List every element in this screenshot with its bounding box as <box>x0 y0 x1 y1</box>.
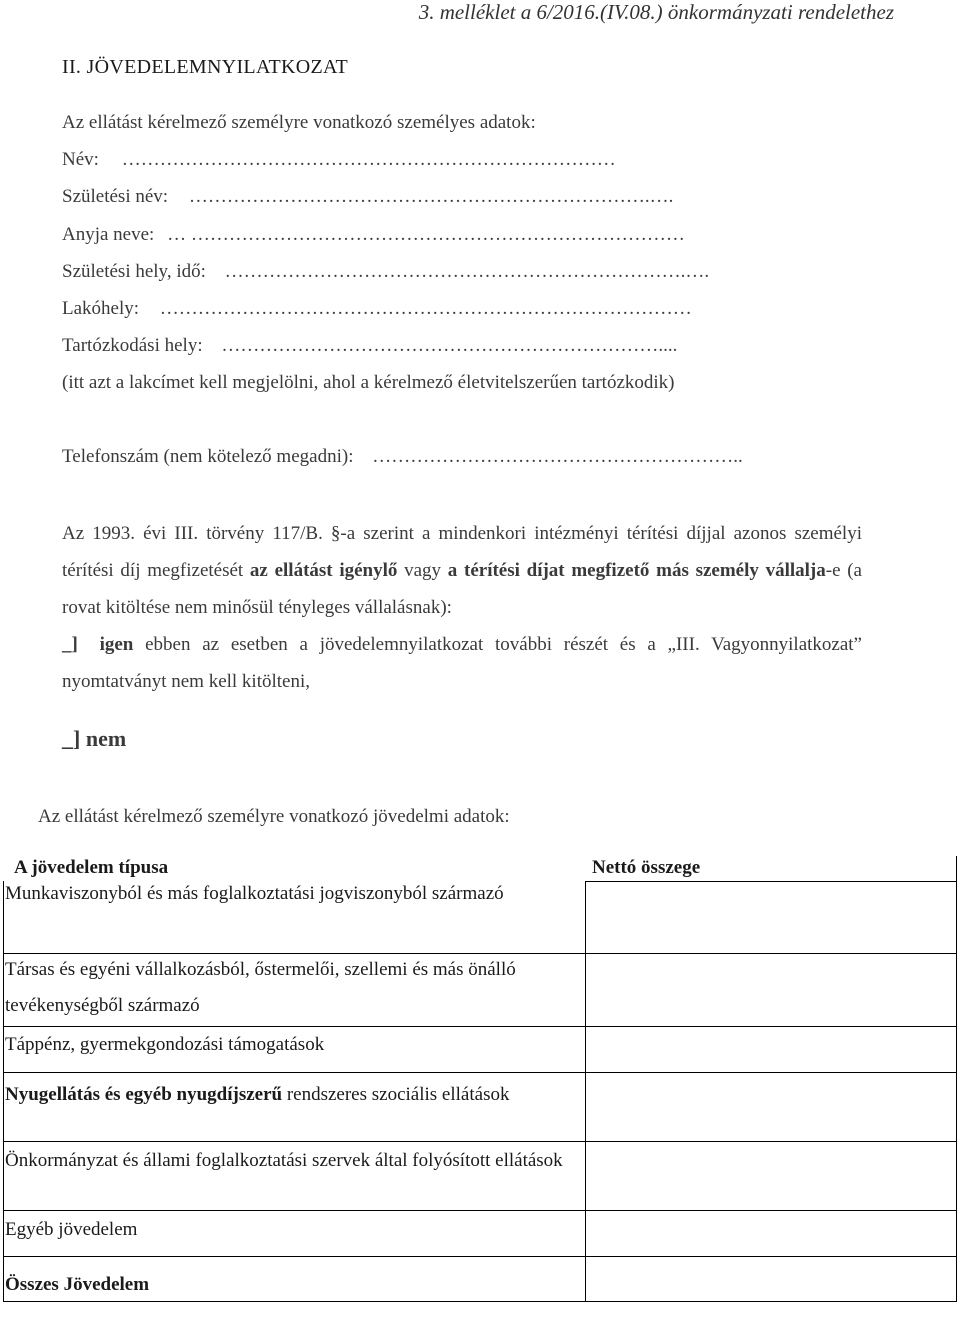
option-no-checkbox[interactable]: _] <box>62 726 81 751</box>
name-field[interactable] <box>62 149 616 171</box>
phone-field[interactable] <box>62 446 743 468</box>
net-amount-input-total[interactable] <box>586 1257 956 1300</box>
residence-label: Lakóhely: <box>62 298 140 319</box>
section-title: II. JÖVEDELEMNYILATKOZAT <box>62 56 349 78</box>
table-border-right <box>956 856 957 1302</box>
birth-name-field[interactable] <box>62 186 673 208</box>
table-border-left <box>3 881 4 1302</box>
declaration-text-2: vagy <box>397 560 448 581</box>
option-yes-text: ebben az esetben a jövedelemnyilatkozat további részét és a „III. Vagyonnyilatkozat” nyomtatványt nem kell kitölteni, <box>62 634 862 692</box>
stay-place-field[interactable] <box>62 335 677 357</box>
stay-place-fill: …………………………………………………………….... <box>221 335 678 356</box>
net-amount-input-other[interactable] <box>586 1211 956 1255</box>
net-amount-input-sick-pay[interactable] <box>586 1027 956 1071</box>
personal-intro: Az ellátást kérelmező személyre vonatkozó személyes adatok: <box>62 112 536 133</box>
name-fill: …………………………………………………………………… <box>121 149 616 170</box>
table-row-employment: Munkaviszonyból és más foglalkoztatási jogviszonyból származó <box>5 883 504 904</box>
name-label: Név: <box>62 149 99 170</box>
pension-rest-label: rendszeres szociális ellátások <box>282 1084 510 1105</box>
declaration-text-1: Az 1993. évi III. törvény 117/B. §-a szerint a mindenkori intézményi térítési díjjal azonos személyi térítési díj megfizetését <box>62 523 862 581</box>
income-type-header: A jövedelem típusa <box>14 857 169 878</box>
declaration-text-3: -e (a rovat kitöltése nem minősül tényleges vállalásnak): <box>62 560 862 618</box>
birth-name-label: Születési név: <box>62 186 169 207</box>
phone-label: Telefonszám (nem kötelező megadni): <box>62 446 354 467</box>
residence-field[interactable] <box>62 298 692 320</box>
residence-note: (itt azt a lakcímet kell megjelölni, ahol a kérelmező életvitelszerűen tartózkodik) <box>62 372 675 393</box>
option-yes-checkbox[interactable]: _] <box>62 634 78 655</box>
mother-name-label: Anyja neve: <box>62 224 155 245</box>
birth-place-date-label: Születési hely, idő: <box>62 261 206 282</box>
table-row-total-income: Összes Jövedelem <box>5 1274 150 1295</box>
declaration-bold-claimant: az ellátást igénylő <box>249 560 398 581</box>
net-amount-input-pension[interactable] <box>586 1073 956 1140</box>
net-amount-input-employment[interactable] <box>586 882 956 952</box>
mother-name-fill: … …………………………………………………………………… <box>167 224 685 245</box>
stay-place-label: Tartózkodási hely: <box>62 335 203 356</box>
pension-bold-label: Nyugellátás és egyéb nyugdíjszerű <box>5 1084 283 1105</box>
table-row-pension <box>5 1077 585 1113</box>
declaration-paragraph <box>62 515 862 700</box>
option-no[interactable] <box>62 726 126 752</box>
table-row-sick-pay: Táppénz, gyermekgondozási támogatások <box>5 1034 325 1055</box>
table-row-enterprise: Társas és egyéni vállalkozásból, őstermelői, szellemi és más önálló tevékenységből származó <box>5 959 516 1016</box>
birth-name-fill: ……………………………………………………………….…. <box>188 186 674 207</box>
income-intro: Az ellátást kérelmező személyre vonatkozó jövedelmi adatok: <box>38 806 510 827</box>
net-amount-header: Nettó összege <box>592 857 701 878</box>
table-row-other-income: Egyéb jövedelem <box>5 1219 138 1240</box>
option-no-label: nem <box>85 726 127 751</box>
residence-fill: ………………………………………………………………………… <box>159 298 692 319</box>
declaration-bold-other-payer: a térítési díjat megfizető más személy vállalja <box>447 560 826 581</box>
annex-note: 3. melléklet a 6/2016.(IV.08.) önkormányzati rendelethez <box>418 0 894 24</box>
mother-name-field[interactable] <box>62 224 685 246</box>
table-row-municipal: Önkormányzat és állami foglalkoztatási szervek által folyósított ellátások <box>5 1150 563 1171</box>
birth-place-date-fill: ……………………………………………………………….…. <box>224 261 710 282</box>
phone-fill: ………………………………………………….. <box>372 446 743 467</box>
option-yes-label: igen <box>99 634 134 655</box>
net-amount-input-enterprise[interactable] <box>586 954 956 1025</box>
birth-place-date-field[interactable] <box>62 261 709 283</box>
net-amount-input-municipal[interactable] <box>586 1142 956 1209</box>
